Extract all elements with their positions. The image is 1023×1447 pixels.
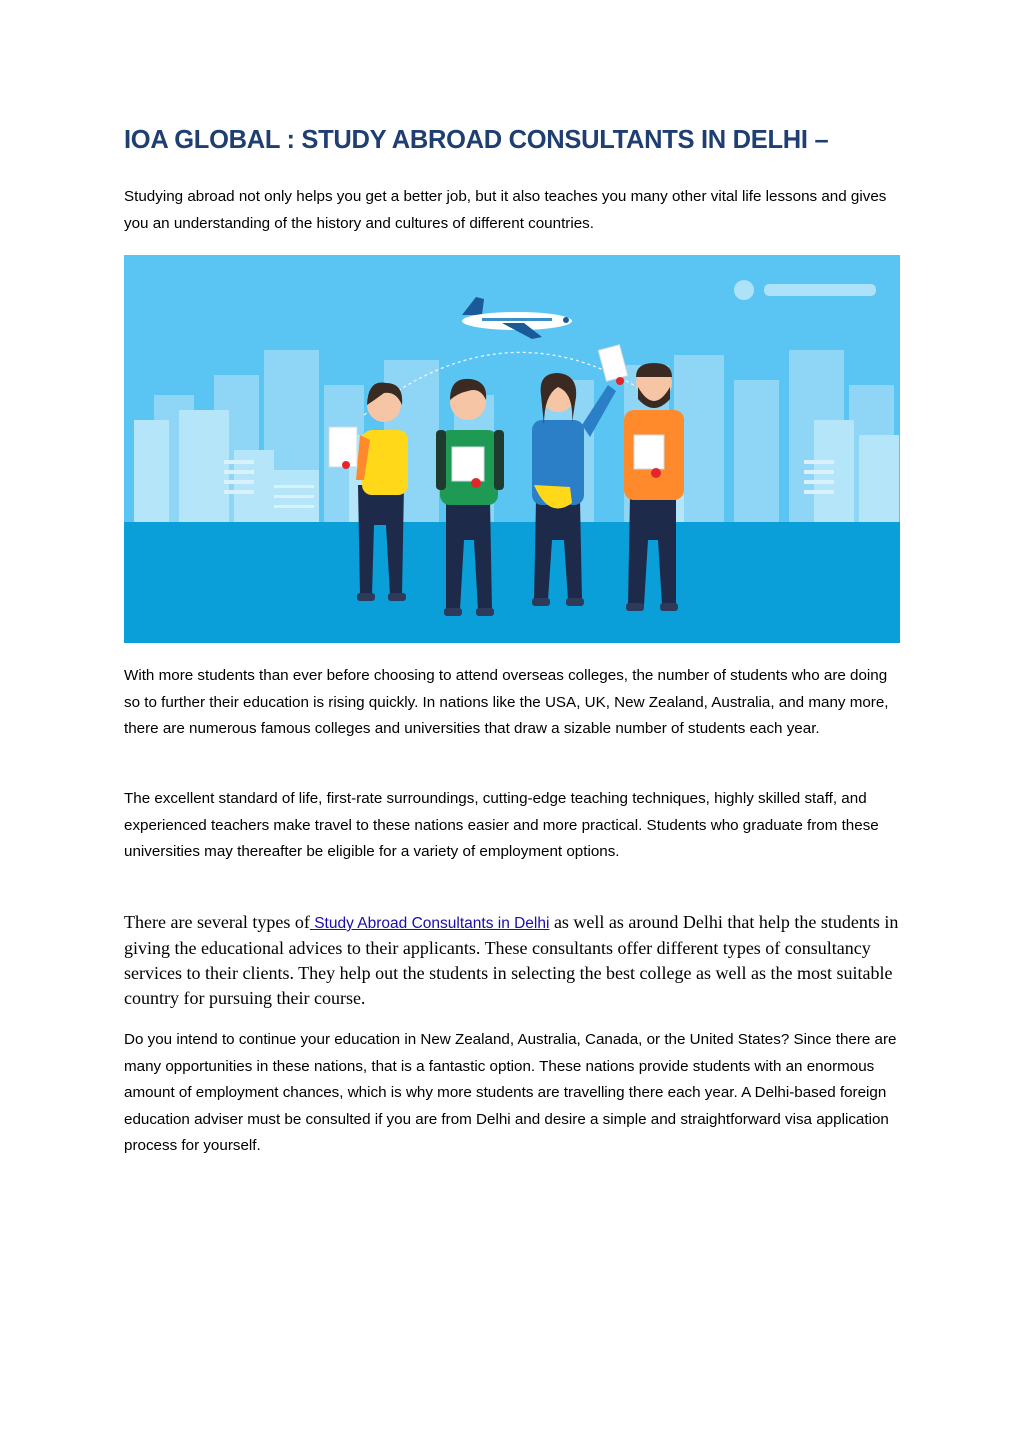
consultants-text-before: There are several types of: [124, 912, 310, 932]
page-title: IOA GLOBAL : STUDY ABROAD CONSULTANTS IN DELHI –: [124, 126, 829, 154]
paragraph-consultants: [124, 910, 900, 1011]
paragraph-standard-of-life: The excellent standard of life, first-rate surroundings, cutting-edge teaching techniques, highly skilled staff, and experienced teachers make travel to these nations easier and more practical. Students who graduate from these universities may thereafter be eligible for a variety of employment options.: [124, 790, 879, 860]
study-abroad-consultants-link[interactable]: Study Abroad Consultants in Delhi: [309, 915, 550, 932]
hero-illustration: [124, 255, 900, 643]
paragraph-visa-advice: Do you intend to continue your education in New Zealand, Australia, Canada, or the United States? Since there are many opportunities in these nations, that is a fantastic option. These nations provide students with an enormous amount of employment chances, which is why more students are travelling there each year. A Delhi-based foreign education adviser must be consulted if you are from Delhi and desire a simple and straightforward visa application process for yourself.: [124, 1031, 897, 1154]
intro-paragraph: Studying abroad not only helps you get a better job, but it also teaches you many other vital life lessons and gives you an understanding of the history and cultures of different countries.: [124, 188, 887, 232]
paragraph-overseas-students: With more students than ever before choosing to attend overseas colleges, the number of students who are doing so to further their education is rising quickly. In nations like the USA, UK, New Zealand, Australia, and many more, there are numerous famous colleges and universities that draw a sizable number of students each year.: [124, 667, 889, 737]
consultants-text-after: as well as around Delhi that help the students in giving the educational advices to their applicants. These consultants offer different types of consultancy services to their clients. They help out the students in selecting the best college as well as the most suitable country for pursuing their course.: [124, 912, 899, 1008]
